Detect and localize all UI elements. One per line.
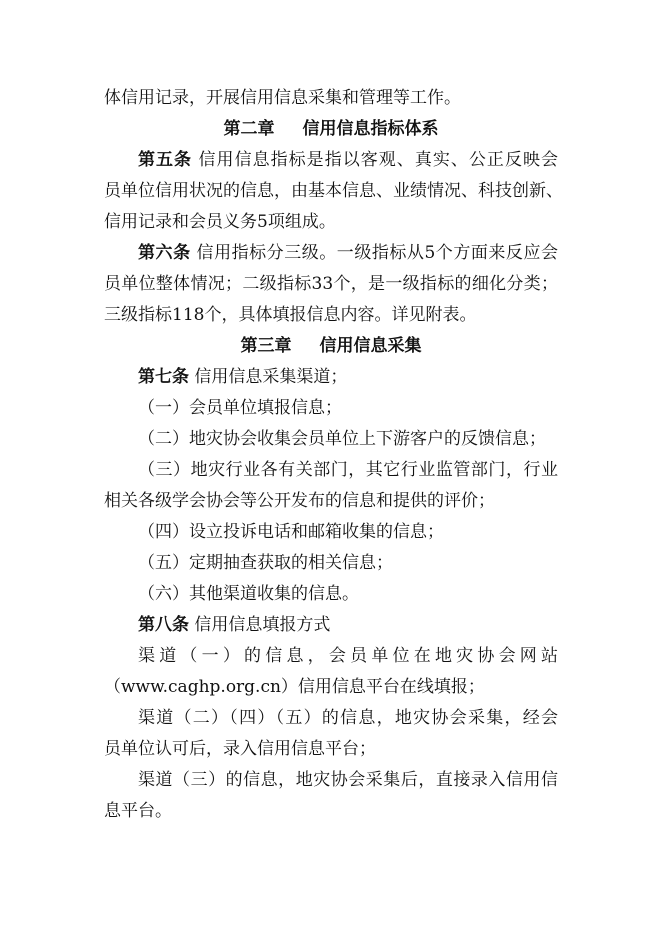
list-item: （三）地灾行业各有关部门，其它行业监管部门，行业 (138, 460, 558, 480)
article-text: 信用指标分三级。一级指标从5个方面来反应会 (196, 243, 558, 263)
chapter-number: 第三章 (240, 336, 292, 356)
list-item: （一）会员单位填报信息； (138, 398, 342, 418)
paragraph-line: 三级指标118个，具体填报信息内容。详见附表。 (104, 305, 477, 325)
paragraph-line: 员单位认可后，录入信用信息平台； (104, 739, 376, 759)
article-6-line-1 (104, 238, 558, 269)
article-text: 信用信息指标是指以客观、真实、公正反映会 (198, 150, 559, 170)
chapter-title: 信用信息采集 (319, 336, 422, 356)
article-number: 第五条 (138, 150, 193, 170)
paragraph-line: 员单位信用状况的信息，由基本信息、业绩情况、科技创新、 (104, 181, 563, 201)
paragraph-line: 渠道（三）的信息，地灾协会采集后，直接录入信用信 (138, 770, 558, 790)
list-item: （二）地灾协会收集会员单位上下游客户的反馈信息； (138, 429, 546, 449)
article-number: 第七条 (138, 367, 189, 387)
article-text: 信用信息填报方式 (194, 615, 331, 635)
article-text: 信用信息采集渠道； (194, 367, 348, 387)
paragraph-line: 渠道（一）的信息，会员单位在地灾协会网站 (138, 646, 558, 666)
paragraph-line: 信用记录和会员义务5项组成。 (104, 212, 336, 232)
article-number: 第六条 (138, 243, 191, 263)
paragraph-line: （www.caghp.org.cn）信用信息平台在线填报； (104, 677, 485, 697)
list-item: （六）其他渠道收集的信息。 (138, 584, 359, 604)
article-number: 第八条 (138, 615, 189, 635)
list-item: （五）定期抽查获取的相关信息； (138, 553, 393, 573)
chapter-heading (104, 331, 558, 362)
article-5-line-1 (104, 145, 558, 176)
article-8-line-1 (104, 610, 558, 641)
chapter-title: 信用信息指标体系 (302, 119, 439, 139)
paragraph-line: 相关各级学会协会等公开发布的信息和提供的评价； (104, 491, 495, 511)
paragraph-line: 渠道（二）（四）（五）的信息，地灾协会采集，经会 (138, 708, 558, 728)
chapter-number: 第二章 (223, 119, 275, 139)
chapter-heading (104, 114, 558, 145)
article-7-line-1 (104, 362, 558, 393)
paragraph-line: 体信用记录，开展信用信息采集和管理等工作。 (104, 88, 461, 108)
list-item: （四）设立投诉电话和邮箱收集的信息； (138, 522, 444, 542)
paragraph-line: 息平台。 (104, 801, 172, 821)
paragraph-line: 员单位整体情况；二级指标33个，是一级指标的细化分类； (104, 274, 558, 294)
